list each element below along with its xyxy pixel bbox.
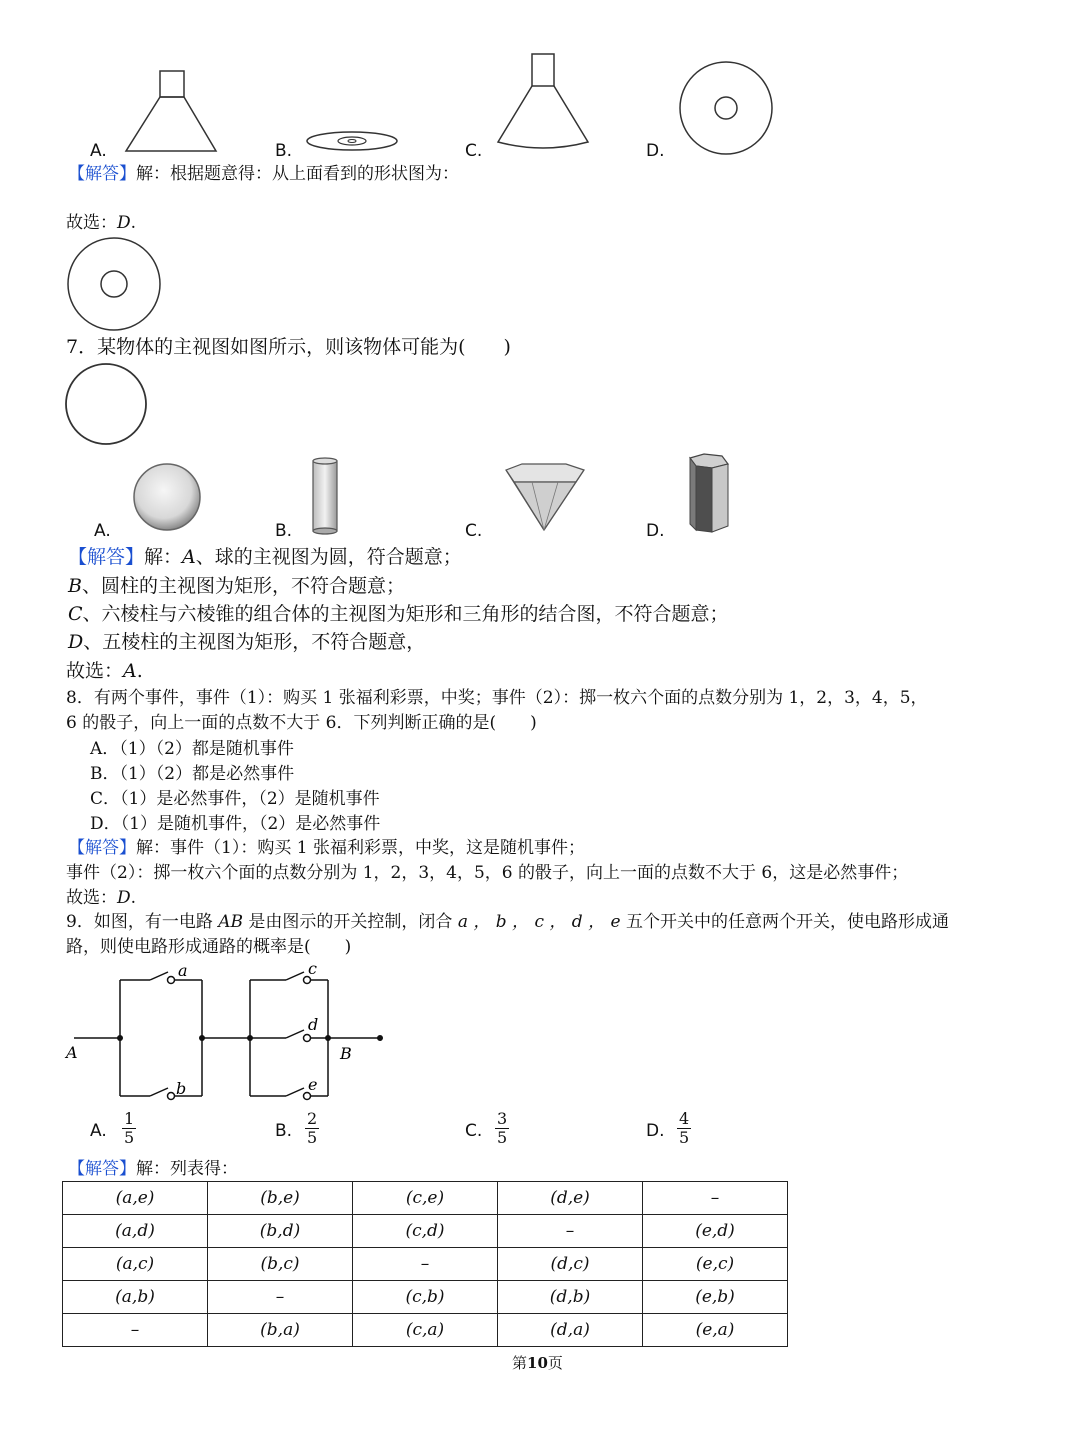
q8-answer-line1 — [68, 836, 585, 860]
answer-letter: D — [68, 631, 84, 653]
numerator: 3 — [497, 1109, 508, 1128]
answer-tag: 【解答】 — [68, 1159, 136, 1179]
table-cell: (b,d) — [208, 1215, 353, 1248]
denominator: 5 — [124, 1128, 135, 1147]
table-cell: (e,d) — [643, 1215, 788, 1248]
choose-end: . — [130, 888, 137, 908]
answer-text: 、五棱柱的主视图为矩形，不符合题意， — [83, 631, 426, 653]
table-cell: (e,a) — [643, 1314, 788, 1347]
q7-figure-pentagonal-prism — [686, 452, 736, 536]
q9-outcome-table — [62, 1181, 788, 1347]
answer-letter: C — [68, 603, 83, 625]
switch-e-label: e — [308, 1075, 318, 1094]
table-cell: – — [353, 1248, 498, 1281]
q6-option-b: B. — [275, 141, 293, 161]
table-cell: – — [208, 1281, 353, 1314]
table-cell: (a,d) — [63, 1215, 208, 1248]
q7-figure-hexagonal-combo — [502, 462, 588, 534]
switch-d-label: d — [308, 1015, 319, 1034]
q8-option-b: B．（1）（2）都是必然事件 — [90, 764, 295, 784]
answer-letter: B — [68, 575, 82, 597]
q9-option-a-fraction — [122, 1110, 136, 1147]
choose-prefix: 故选： — [66, 660, 124, 682]
table-row — [63, 1281, 788, 1314]
answer-letter: A — [182, 546, 196, 568]
table-cell: (b,a) — [208, 1314, 353, 1347]
q8-option-d: D．（1）是随机事件，（2）是必然事件 — [90, 814, 381, 834]
table-cell: – — [63, 1314, 208, 1347]
q7-stem: 7．某物体的主视图如图所示，则该物体可能为( ) — [66, 336, 511, 358]
q8-stem-line2: 6 的骰子，向上一面的点数不大于 6．下列判断正确的是( ) — [66, 713, 537, 733]
page-number — [512, 1352, 563, 1373]
q8-stem-line1: 8．有两个事件，事件（1）：购买 1 张福利彩票，中奖；事件（2）：掷一枚六个面的点数分别为 1，2，3，4，5， — [66, 688, 928, 708]
table-cell: – — [643, 1182, 788, 1215]
choose-end: . — [130, 213, 137, 233]
q9-option-c-label: C. — [465, 1121, 483, 1141]
stem-switches: a ， b ， c ， d ， e — [457, 912, 621, 932]
choose-answer: D — [117, 888, 131, 908]
q8-option-a: A．（1）（2）都是随机事件 — [90, 739, 294, 759]
switch-b-label: b — [176, 1079, 187, 1098]
choose-answer: A — [123, 660, 137, 682]
answer-text: 解：根据题意得：从上面看到的形状图为： — [136, 164, 459, 184]
answer-prefix: 解： — [144, 546, 183, 568]
q7-answer-line1 — [68, 543, 462, 571]
stem-part: 是由图示的开关控制，闭合 — [243, 912, 458, 932]
q8-choose-line — [66, 886, 136, 910]
q7-option-c: C. — [465, 521, 483, 541]
q9-option-c-fraction — [495, 1110, 509, 1147]
table-cell: (c,b) — [353, 1281, 498, 1314]
q8-answer-line2: 事件（2）：掷一枚六个面的点数分别为 1，2，3，4，5，6 的骰子，向上一面的点数不大于 6，这是必然事件； — [66, 863, 909, 883]
q9-option-d-label: D. — [646, 1121, 665, 1141]
table-cell: (d,a) — [498, 1314, 643, 1347]
table-cell: (b,e) — [208, 1182, 353, 1215]
answer-tag: 【解答】 — [68, 546, 145, 568]
denominator: 5 — [497, 1128, 508, 1147]
table-cell: (e,c) — [643, 1248, 788, 1281]
page-suffix: 页 — [547, 1354, 563, 1372]
table-row — [63, 1248, 788, 1281]
q9-answer-line — [68, 1157, 238, 1181]
answer-tag: 【解答】 — [68, 164, 136, 184]
stem-part: 五个开关中的任意两个开关，使电路形成通 — [620, 912, 949, 932]
numerator: 1 — [124, 1109, 135, 1128]
denominator: 5 — [679, 1128, 690, 1147]
q7-option-a: A. — [94, 521, 111, 541]
page-prefix: 第 — [512, 1354, 528, 1372]
q6-option-c: C. — [465, 141, 483, 161]
q9-option-b-fraction — [305, 1110, 319, 1147]
point-a-label: A — [66, 1043, 78, 1062]
q7-answer-line2 — [68, 572, 405, 600]
page-value: 10 — [527, 1354, 548, 1372]
choose-answer: D — [117, 213, 131, 233]
q7-front-view-circle — [64, 362, 150, 448]
q7-figure-cylinder — [310, 456, 342, 536]
choose-prefix: 故选： — [66, 888, 117, 908]
numerator: 2 — [307, 1109, 318, 1128]
q7-answer-line3 — [68, 600, 729, 628]
q9-option-d-fraction — [677, 1110, 691, 1147]
answer-tag: 【解答】 — [68, 838, 136, 858]
table-cell: (d,b) — [498, 1281, 643, 1314]
answer-text: 解：事件（1）：购买 1 张福利彩票，中奖，这是随机事件； — [136, 838, 585, 858]
q7-option-d: D. — [646, 521, 665, 541]
q9-stem-line1 — [66, 910, 949, 934]
answer-text: 、六棱柱与六棱锥的组合体的主视图为矩形和三角形的结合图，不符合题意； — [82, 603, 729, 625]
q6-answer-line — [68, 162, 459, 186]
table-row — [63, 1314, 788, 1347]
q6-figure-a — [120, 66, 220, 156]
q9-option-b-label: B. — [275, 1121, 293, 1141]
table-cell: (d,e) — [498, 1182, 643, 1215]
q6-choose-line — [66, 211, 136, 235]
q9-option-a-label: A. — [90, 1121, 107, 1141]
table-row — [63, 1215, 788, 1248]
q6-option-d: D. — [646, 141, 665, 161]
table-cell: – — [498, 1215, 643, 1248]
q6-option-a: A. — [90, 141, 107, 161]
switch-c-label: c — [308, 959, 317, 978]
q9-stem-line2: 路，则使电路形成通路的概率是( ) — [66, 937, 352, 957]
choose-prefix: 故选： — [66, 213, 117, 233]
point-b-label: B — [340, 1044, 352, 1063]
table-cell: (c,d) — [353, 1215, 498, 1248]
answer-text: 、圆柱的主视图为矩形，不符合题意； — [81, 575, 405, 597]
q6-figure-b — [305, 128, 405, 158]
q7-choose-line — [66, 657, 143, 685]
q7-figure-sphere — [132, 462, 204, 534]
table-row — [63, 1182, 788, 1215]
q6-figure-d — [678, 60, 778, 160]
numerator: 4 — [679, 1109, 690, 1128]
table-cell: (c,a) — [353, 1314, 498, 1347]
denominator: 5 — [307, 1128, 318, 1147]
q7-answer-line4 — [68, 628, 425, 656]
table-cell: (a,b) — [63, 1281, 208, 1314]
stem-part: 9．如图，有一电路 — [66, 912, 219, 932]
table-cell: (a,c) — [63, 1248, 208, 1281]
table-cell: (d,c) — [498, 1248, 643, 1281]
q8-option-c: C．（1）是必然事件，（2）是随机事件 — [90, 789, 380, 809]
answer-text: 、球的主视图为圆，符合题意； — [195, 546, 462, 568]
q7-option-b: B. — [275, 521, 293, 541]
q6-answer-figure — [66, 238, 162, 334]
q6-figure-c — [495, 50, 605, 160]
table-cell: (b,c) — [208, 1248, 353, 1281]
answer-text: 解：列表得： — [136, 1159, 238, 1179]
table-cell: (a,e) — [63, 1182, 208, 1215]
stem-ab: AB — [218, 912, 244, 932]
table-cell: (c,e) — [353, 1182, 498, 1215]
switch-a-label: a — [178, 961, 188, 980]
table-cell: (e,b) — [643, 1281, 788, 1314]
choose-end: . — [136, 660, 143, 682]
q9-circuit-diagram — [60, 960, 400, 1110]
